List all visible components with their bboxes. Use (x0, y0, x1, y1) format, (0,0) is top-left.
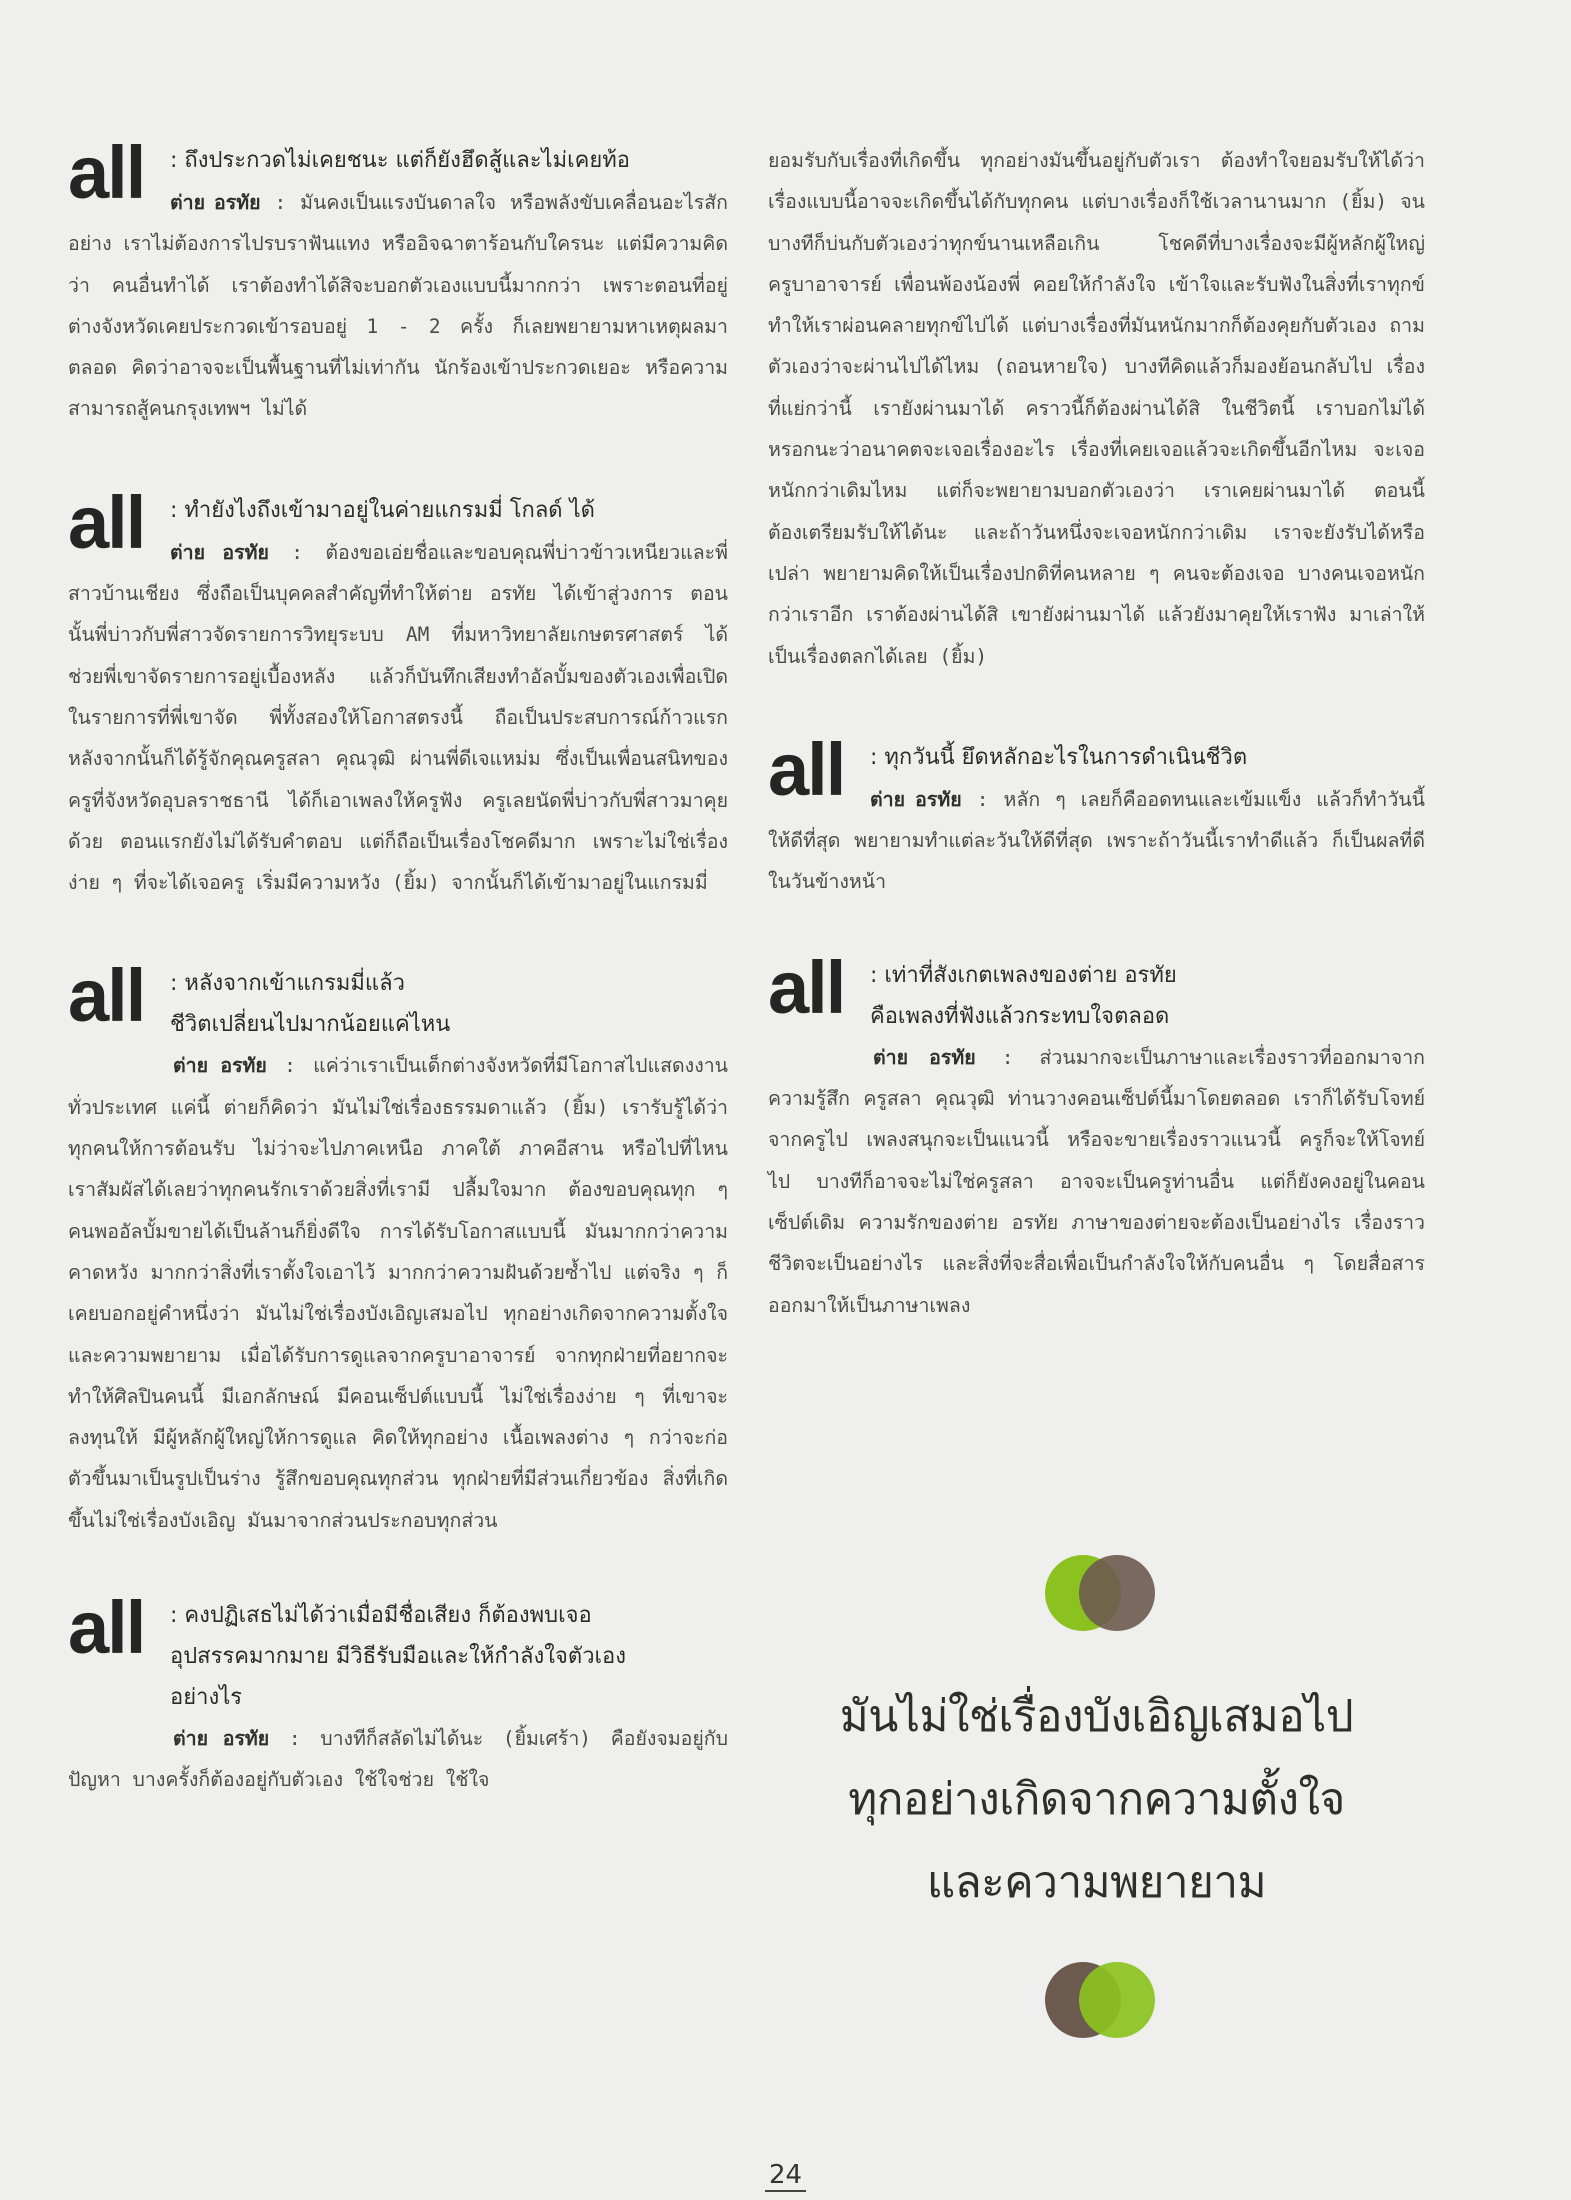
answer-continuation: ยอมรับกับเรื่องที่เกิดขึ้น ทุกอย่างมันขึ้นอยู่กับตัวเรา ต้องทำใจยอมรับให้ได้ว่า เรื่องแบบนี้อาจจะเกิดขึ้นได้กับทุกคน แต่บางเรื่องก็ใช้เวลานานมาก (ยิ้ม) จนบางทีก็บ่นกับตัวเองว่าทุกข์นานเหลือเกิน โชคดีที่บางเรื่องจะมีผู้หลักผู้ใหญ่ ครูบาอาจารย์ เพื่อนพ้องน้องพี่ คอยให้กำลังใจ เข้าใจและรับฟังในสิ่งที่เราทุกข์ ทำให้เราผ่อนคลายทุกข์ไปได้ แต่บางเรื่องที่มันหนักมากก็ต้องคุยกับตัวเอง ถามตัวเองว่าจะผ่านไปได้ไหม (ถอนหายใจ) บางทีคิดแล้วก็มองย้อนกลับไป เรื่องที่แย่กว่านี้ เรายังผ่านมาได้ คราวนี้ก็ต้องผ่านได้สิ ในชีวิตนี้ เราบอกไม่ได้หรอกนะว่าอนาคตจะเจอเรื่องอะไร เรื่องที่เคยเจอแล้วจะเกิดขึ้นอีกไหม จะเจอหนักกว่าเดิมไหม แต่ก็จะพยายามบอกตัวเองว่า เราเคยผ่านมาได้ ตอนนี้ต้องเตรียมรับให้ได้นะ และถ้าวันหนึ่งจะเจอหนักกว่าเดิม เราจะยังรับได้หรือเปล่า พยายามคิดให้เป็นเรื่องปกติที่คนหลาย ๆ คนจะต้องเจอ บางคนเจอหนักกว่าเราอีก เราต้องผ่านได้สิ เขายังผ่านมาได้ แล้วยังมาคุยให้เราฟัง มาเล่าให้เป็นเรื่องตลกได้เลย (ยิ้ม) (768, 149, 1425, 668)
answer-text: ต่าย อรทัย : บางทีก็สลัดไม่ได้นะ (ยิ้มเศร้า) คือยังจมอยู่กับปัญหา บางครั้งก็ต้องอยู่กับตัวเอง ใช้ใจช่วย ใช้ใจ (68, 1727, 728, 1792)
all-logo: all (768, 945, 845, 1029)
qa-block-4 (68, 1586, 728, 1801)
question-text: : หลังจากเข้าแกรมมี่แล้ว ชีวิตเปลี่ยนไปมากน้อยแค่ไหน (170, 971, 451, 1038)
question-text: : ทุกวันนี้ ยึดหลักอะไรในการดำเนินชีวิต (870, 744, 1248, 770)
all-logo: all (68, 131, 145, 214)
question-text: : ถึงประกวดไม่เคยชนะ แต่ก็ยังฮึดสู้และไม่เคยท้อ (170, 148, 630, 173)
question-text: : เท่าที่สังเกตเพลงของต่าย อรทัย คือเพลงที่ฟังแล้วกระทบใจตลอด (870, 962, 1177, 1029)
speaker-name: ต่าย อรทัย (870, 787, 962, 811)
pull-quote-text: มันไม่ใช่เรื่องบังเอิญเสมอไป ทุกอย่างเกิดจากความตั้งใจ และความพยายาม (839, 1691, 1354, 1908)
pull-quote (768, 1555, 1425, 2042)
speaker-name: ต่าย อรทัย (873, 1045, 976, 1069)
answer-text: ต่าย อรทัย : ส่วนมากจะเป็นภาษาและเรื่องราวที่ออกมาจากความรู้สึก ครูสลา คุณวุฒิ ท่านวางคอนเซ็ปต์นี้มาโดยตลอด เราก็ได้รับโจทย์จากครูไป เพลงสนุกจะเป็นแนวนี้ หรือจะขายเรื่องราวแนวนี้ ครูก็จะให้โจทย์ไป บางทีก็อาจจะไม่ใช่ครูสลา อาจจะเป็นครูท่านอื่น แต่ก็ยังคงอยู่ในคอนเซ็ปต์เดิม ความรักของต่าย อรทัย ภาษาของต่ายจะต้องเป็นอย่างไร เรื่องราวชีวิตจะเป็นอย่างไร และสิ่งที่จะสื่อเพื่อเป็นกำลังใจให้กับคนอื่น ๆ โดยสื่อสารออกมาให้เป็นภาษาเพลง (768, 1045, 1425, 1317)
qa-block-5 (768, 727, 1425, 903)
all-logo: all (68, 1586, 145, 1670)
qa-block-6 (768, 945, 1425, 1326)
circles-decoration-bottom (1027, 1962, 1167, 2042)
answer-text: ต่าย อรทัย : แค่ว่าเราเป็นเด็กต่างจังหวัดที่มีโอกาสไปแสดงงานทั่วประเทศ แค่นี้ ต่ายก็คิดว่า มันไม่ใช่เรื่องธรรมดาแล้ว (ยิ้ม) เรารับรู้ได้ว่า ทุกคนให้การต้อนรับ ไม่ว่าจะไปภาคเหนือ ภาคใต้ ภาคอีสาน หรือไปที่ไหน เราสัมผัสได้เลยว่าทุกคนรักเราด้วยสิ่งที่เรามี ปลื้มใจมาก ต้องขอบคุณทุก ๆ คนพออัลบั้มขายได้เป็นล้านก็ยิ่งดีใจ การได้รับโอกาสแบบนี้ มันมากกว่าความคาดหวัง มากกว่าสิ่งที่เราตั้งใจเอาไว้ มากกว่าความฝันด้วยซ้ำไป แต่จริง ๆ ก็เคยบอกอยู่คำหนึ่งว่า มันไม่ใช่เรื่องบังเอิญเสมอไป ทุกอย่างเกิดจากความตั้งใจและความพยายาม เมื่อได้รับการดูแลจากครูบาอาจารย์ จากทุกฝ่ายที่อยากจะทำให้ศิลปินคนนี้ มีเอกลักษณ์ มีคอนเซ็ปต์แบบนี้ ไม่ใช่เรื่องง่าย ๆ ที่เขาจะลงทุนให้ มีผู้หลักผู้ใหญ่ให้การดูแล คิดให้ทุกอย่าง เนื้อเพลงต่าง ๆ กว่าจะก่อตัวขึ้นมาเป็นรูปเป็นร่าง รู้สึกขอบคุณทุกส่วน ทุกฝ่ายที่มีส่วนเกี่ยวข้อง สิ่งที่เกิดขึ้นไม่ใช่เรื่องบังเอิญ มันมาจากส่วนประกอบทุกส่วน (68, 1054, 728, 1532)
speaker-name: ต่าย อรทัย (170, 540, 269, 564)
question-header (68, 1586, 728, 1718)
qa-block-1 (68, 131, 728, 430)
speaker-name: ต่าย อรทัย (173, 1054, 267, 1078)
right-column (768, 140, 1425, 1390)
question-header (68, 954, 728, 1045)
question-text: : คงปฏิเสธไม่ได้ว่าเมื่อมีชื่อเสียง ก็ต้องพบเจอ อุปสรรคมากมาย มีวิธีรับมือและให้กำลังใจตัวเอง อย่างไร (170, 1603, 627, 1711)
page-number: 24 (0, 2160, 1571, 2190)
speaker-name: ต่าย อรทัย (173, 1727, 270, 1751)
question-header (768, 945, 1425, 1037)
left-column (68, 131, 728, 1865)
green-circle-icon (1079, 1962, 1155, 2038)
answer-text: ต่าย อรทัย : มันคงเป็นแรงบันดาลใจ หรือพลังขับเคลื่อนอะไรสักอย่าง เราไม่ต้องการไปรบราฟันแทง หรืออิจฉาตาร้อนกับใครนะ แต่มีความคิดว่า คนอื่นทำได้ เราต้องทำได้สิจะบอกตัวเองแบบนี้มากกว่า เพราะตอนที่อยู่ต่างจังหวัดเคยประกวดเข้ารอบอยู่ 1 - 2 ครั้ง ก็เลยพยายามหาเหตุผลมาตลอด คิดว่าอาจจะเป็นพื้นฐานที่ไม่เท่ากัน นักร้องเข้าประกวดเยอะ หรือความสามารถสู้คนกรุงเทพฯ ไม่ได้ (68, 191, 728, 421)
qa-block-3 (68, 954, 728, 1541)
all-logo: all (768, 727, 845, 811)
question-text: : ทำยังไงถึงเข้ามาอยู่ในค่ายแกรมมี่ โกลด์ ได้ (170, 497, 595, 523)
qa-block-2 (68, 480, 728, 904)
all-logo: all (68, 480, 145, 564)
circles-decoration-top (1027, 1555, 1167, 1635)
brown-circle-icon (1079, 1555, 1155, 1631)
answer-text: ต่าย อรทัย : หลัก ๆ เลยก็คืออดทนและเข้มแข็ง แล้วก็ทำวันนี้ให้ดีที่สุด พยายามทำแต่ละวันให้ดีที่สุด เพราะถ้าวันนี้เราทำดีแล้ว ก็เป็นผลที่ดีในวันข้างหน้า (768, 787, 1425, 894)
answer-text: ต่าย อรทัย : ต้องขอเอ่ยชื่อและขอบคุณพี่บ่าวข้าวเหนียวและพี่สาวบ้านเชียง ซึ่งถือเป็นบุคคลสำคัญที่ทำให้ต่าย อรทัย ได้เข้าสู่วงการ ตอนนั้นพี่บ่าวกับพี่สาวจัดรายการวิทยุระบบ AM ที่มหาวิทยาลัยเกษตรศาสตร์ ได้ช่วยพี่เขาจัดรายการอยู่เบื้องหลัง แล้วก็บันทึกเสียงทำอัลบั้มของตัวเองเพื่อเปิดในรายการที่พี่เขาจัด พี่ทั้งสองให้โอกาสตรงนี้ ถือเป็นประสบการณ์ก้าวแรก หลังจากนั้นก็ได้รู้จักคุณครูสลา คุณวุฒิ ผ่านพี่ดีเจแหม่ม ซึ่งเป็นเพื่อนสนิทของครูที่จังหวัดอุบลราชธานี ได้ก็เอาเพลงให้ครูฟัง ครูเลยนัดพี่บ่าวกับพี่สาวมาคุยด้วย ตอนแรกยังไม่ได้รับคำตอบ แต่ก็ถือเป็นเรื่องโชคดีมาก เพราะไม่ใช่เรื่องง่าย ๆ ที่จะได้เจอครู เริ่มมีความหวัง (ยิ้ม) จากนั้นก็ได้เข้ามาอยู่ในแกรมมี่ (68, 540, 728, 895)
all-logo: all (68, 954, 145, 1038)
speaker-name: ต่าย อรทัย (170, 191, 261, 214)
